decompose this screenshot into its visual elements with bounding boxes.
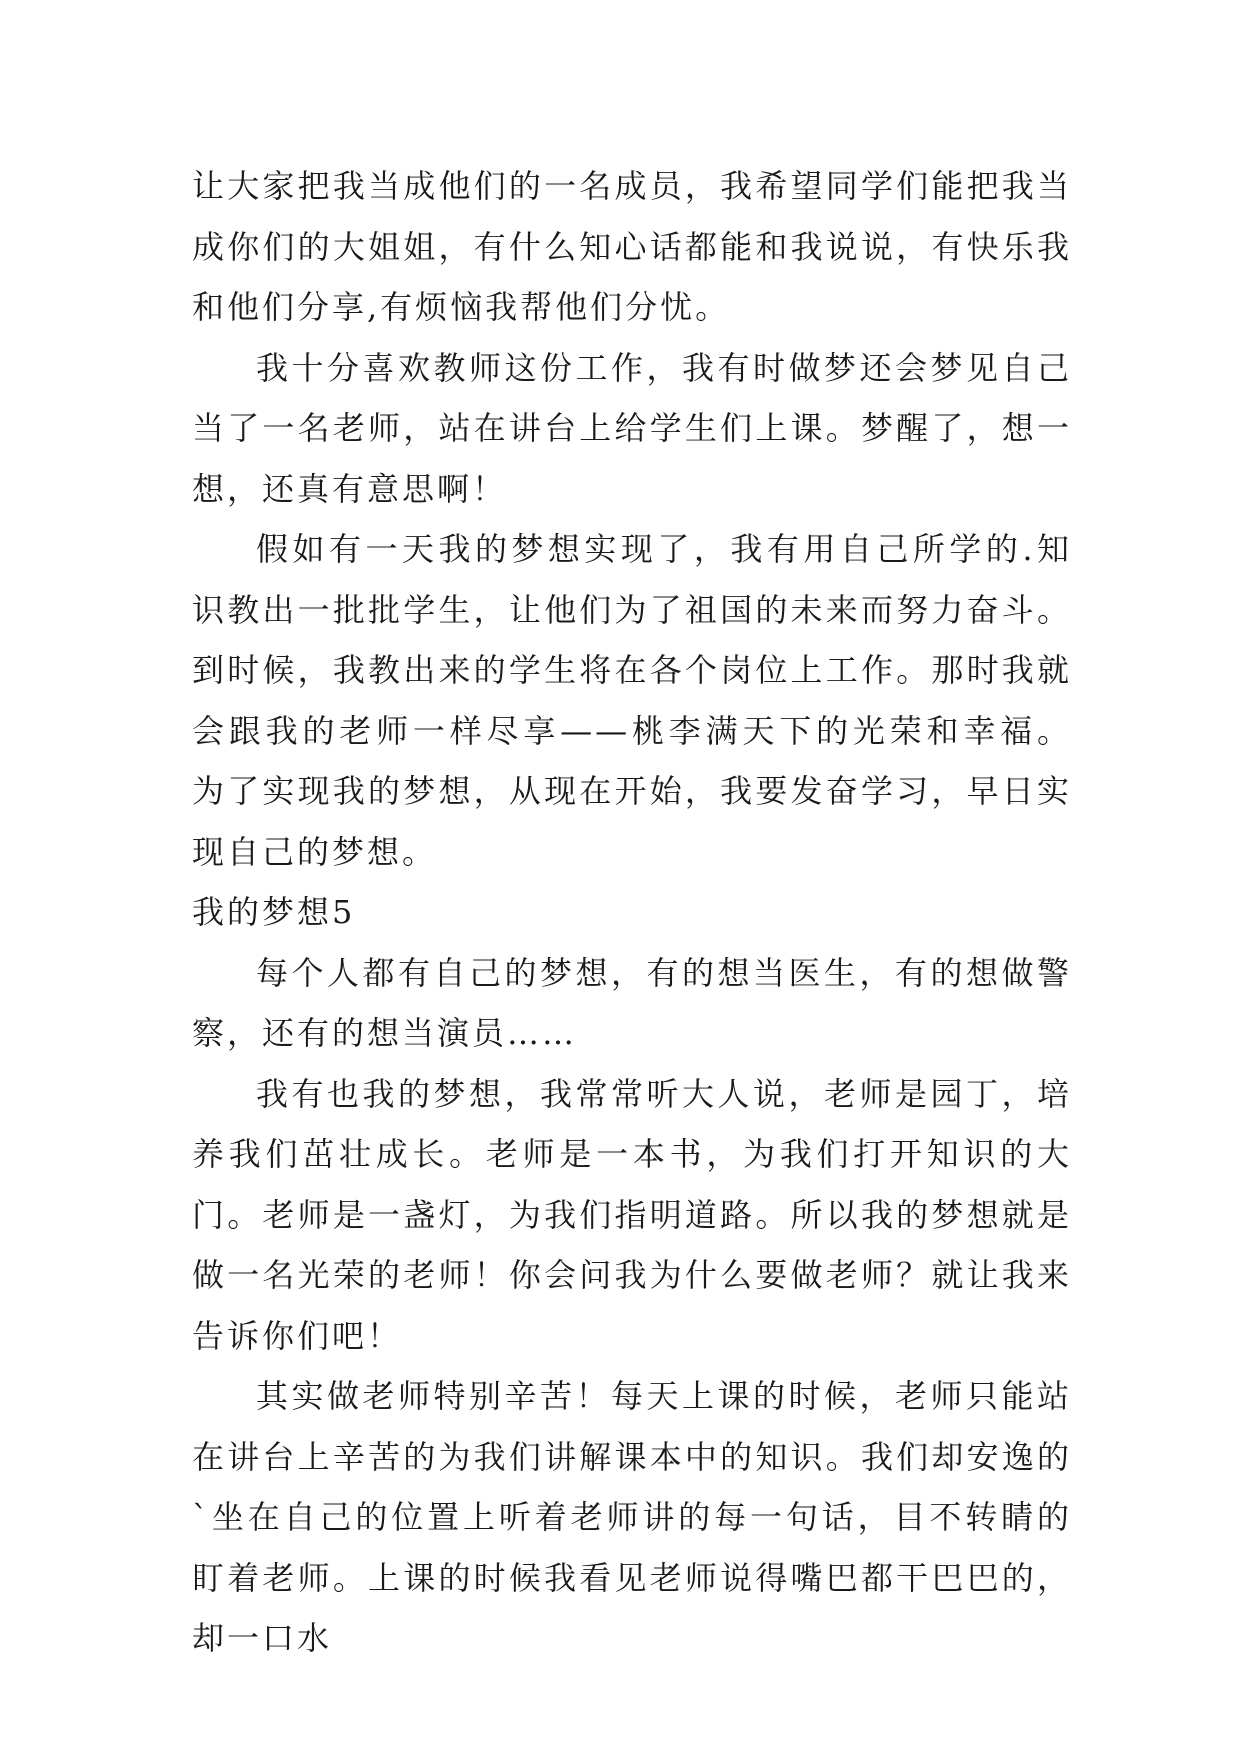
- paragraph-6: 其实做老师特别辛苦！每天上课的时候，老师只能站在讲台上辛苦的为我们讲解课本中的知识。我们却安逸的`坐在自己的位置上听着老师讲的每一句话，目不转睛的盯着老师。上课的时候我看见老师说得嘴巴都干巴巴的，却一口水: [192, 1377, 1072, 1657]
- paragraph-4: 每个人都有自己的梦想，有的想当医生，有的想做警察，还有的想当演员……: [192, 953, 1072, 1052]
- paragraph-5: 我有也我的梦想，我常常听大人说，老师是园丁，培养我们茁壮成长。老师是一本书，为我们打开知识的大门。老师是一盏灯，为我们指明道路。所以我的梦想就是做一名光荣的老师！你会问我为什么要做老师？就让我来告诉你们吧！: [192, 1074, 1072, 1355]
- paragraph-3: 假如有一天我的梦想实现了，我有用自己所学的.知识教出一批批学生，让他们为了祖国的未来而努力奋斗。到时候，我教出来的学生将在各个岗位上工作。那时我就会跟我的老师一样尽享——桃李满天下的光荣和幸福。 为了实现我的梦想，从现在开始，我要发奋学习，早日实现自己的梦想。: [192, 530, 1072, 871]
- paragraph-1: 让大家把我当成他们的一名成员，我希望同学们能把我当成你们的大姐姐，有什么知心话都能和我说说，有快乐我和他们分享,有烦恼我帮他们分忧。: [192, 167, 1072, 326]
- section-title: 我的梦想5: [192, 893, 356, 931]
- paragraph-2: 我十分喜欢教师这份工作，我有时做梦还会梦见自己当了一名老师，站在讲台上给学生们上课。梦醒了，想一想，还真有意思啊！: [192, 348, 1072, 508]
- document-body: [192, 156, 1072, 1669]
